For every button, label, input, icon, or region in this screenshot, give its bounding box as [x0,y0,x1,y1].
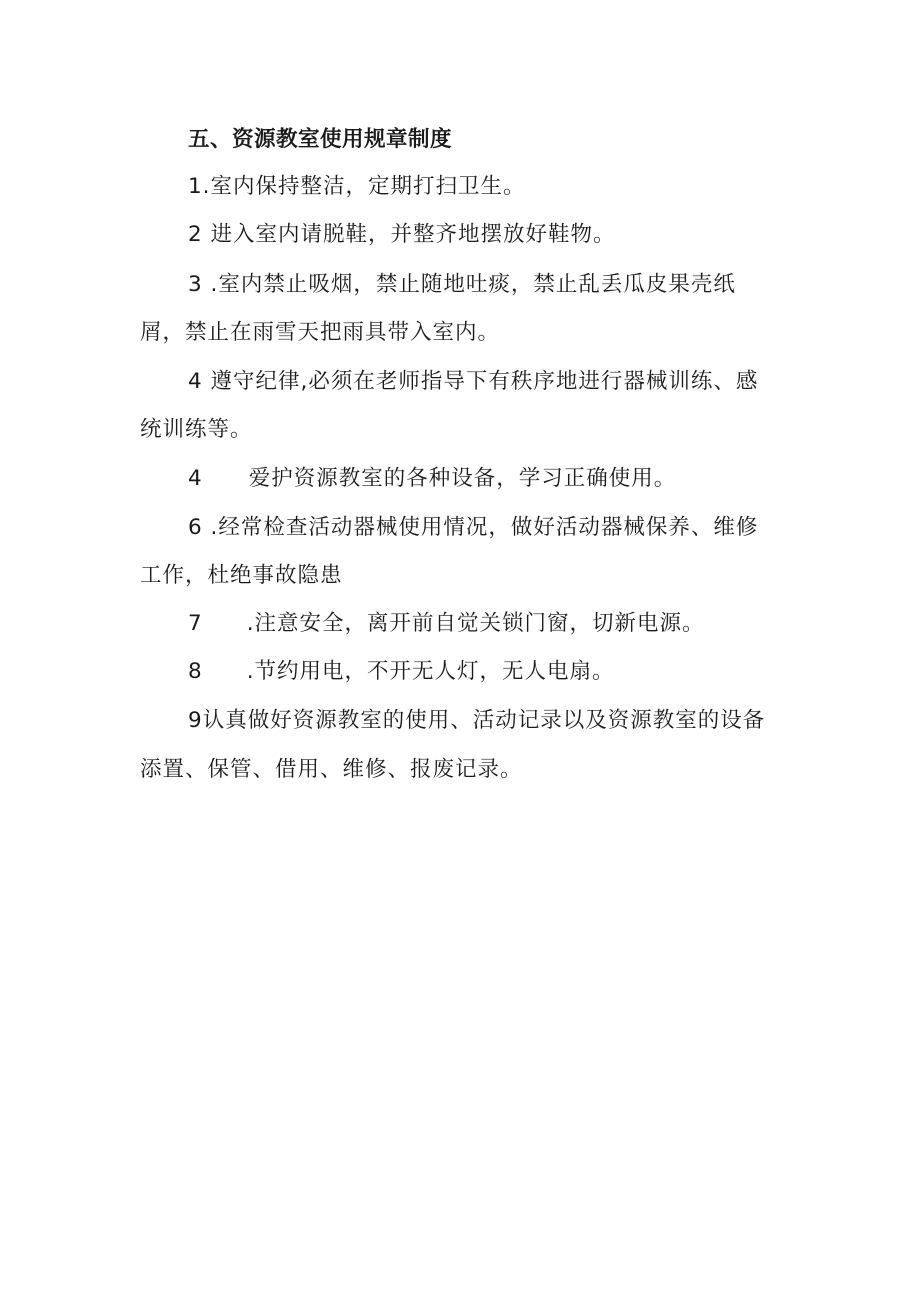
rule-text: .室内禁止吸烟，禁止随地吐痰，禁止乱丢瓜皮果壳纸 [210,272,736,297]
rule-number: 4 [188,466,203,491]
rule-item-4 [188,367,758,397]
rule-text: 爱护资源教室的各种设备，学习正确使用。 [248,466,677,491]
rule-number: 2 [188,222,203,247]
rule-item-1 [188,172,526,202]
rule-text: .经常检查活动器械使用情况，做好活动器械保养、维修 [210,515,759,540]
rule-item-8 [188,657,615,687]
rule-item-3 [188,270,736,300]
rule-item-9 [188,706,765,736]
rule-text: .节约用电，不开无人灯，无人电扇。 [246,659,615,684]
rule-text: 认真做好资源教室的使用、活动记录以及资源教室的设备 [202,708,766,733]
rule-text: .注意安全，离开前自觉关锁门窗，切新电源。 [246,611,705,636]
rule-number: 8 [188,659,203,684]
rule-item-6 [188,513,758,543]
rule-item-6-continuation: 工作，杜绝事故隐患 [140,563,343,588]
rule-number: 3 [188,272,203,297]
rule-number: 1. [188,174,211,199]
section-title: 五、资源教室使用规章制度 [188,127,453,152]
rule-text: 遵守纪律,必须在老师指导下有秩序地进行器械训练、感 [210,369,759,394]
rule-number: 4 [188,369,203,394]
rule-item-9-continuation: 添置、保管、借用、维修、报废记录。 [140,757,523,782]
rule-number: 9 [188,708,203,733]
rule-item-7 [188,609,705,639]
rule-text: 室内保持整洁，定期打扫卫生。 [210,174,526,199]
rule-item-4-continuation: 统训练等。 [140,417,253,442]
rule-number: 6 [188,515,203,540]
rule-item-2 [188,220,616,250]
rule-item-3-continuation: 屑，禁止在雨雪天把雨具带入室内。 [140,320,501,345]
rule-text: 进入室内请脱鞋，并整齐地摆放好鞋物。 [210,222,616,247]
rule-item-5 [188,464,676,494]
rule-number: 7 [188,611,203,636]
